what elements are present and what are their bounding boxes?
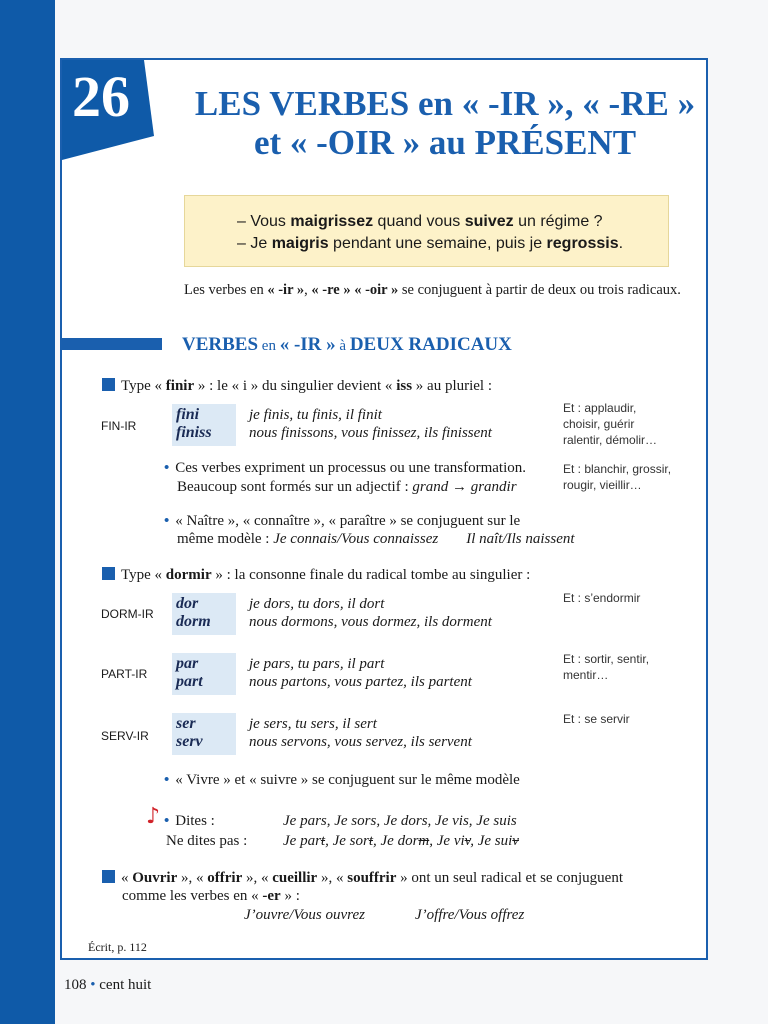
ouvrir-heading: « Ouvrir », « offrir », « cueillir », « souffrir » ont un seul radical et se conjuguent <box>102 869 623 888</box>
list-item-cont: Beaucoup sont formés sur un adjectif : grand → grandir <box>177 479 517 495</box>
example-line-1: – Vous maigrissez quand vous suivez un régime ? <box>237 213 603 230</box>
conjugation-plural: nous partons, vous partez, ils partent <box>249 674 472 690</box>
title-line-2: et « -OIR » au PRÉSENT <box>253 123 637 162</box>
stem-label: DORM-IR <box>101 607 154 621</box>
ouvrir-heading-cont: comme les verbes en « -er » : <box>122 888 300 904</box>
stem-plural: finiss <box>176 424 212 441</box>
list-item: • « Vivre » et « suivre » se conjuguent sur le même modèle <box>164 772 520 788</box>
conjugation-plural: nous dormons, vous dormez, ils dorment <box>249 614 492 630</box>
bullet-icon: • <box>164 813 170 829</box>
page-title <box>170 84 720 162</box>
page-edge-bar <box>0 0 55 1024</box>
stem-box: dor dorm <box>172 593 236 635</box>
stem-box <box>172 404 236 446</box>
bullet-icon: • <box>164 513 170 529</box>
conjugation-singular: je pars, tu pars, il part <box>249 656 385 672</box>
intro-text: Les verbes en « -ir », « -re » « -oir » se conjuguent à partir de deux ou trois radicaux. <box>184 282 681 298</box>
margin-note: Et : sortir, sentir, mentir… <box>563 652 650 682</box>
page-number: 108 • cent huit <box>64 977 152 993</box>
stem-singular: fini <box>176 406 200 423</box>
title-line-1: LES VERBES en « -IR », « -RE » <box>194 84 696 123</box>
list-item-cont: même modèle : Je connais/Vous connaissez Il naît/Ils naissent <box>177 531 575 547</box>
section-rule <box>60 338 162 350</box>
conjugation-plural: nous servons, vous servez, ils servent <box>249 734 472 750</box>
stem-box: par part <box>172 653 236 695</box>
stem-label: FIN-IR <box>101 419 137 433</box>
music-note-icon: ♪ <box>146 804 161 829</box>
dites-example: Je pars, Je sors, Je dors, Je vis, Je suis <box>283 813 517 829</box>
offrir-example: J’offre/Vous offrez <box>415 907 525 923</box>
margin-note: Et : blanchir, grossir, rougir, vieillir… <box>563 462 672 492</box>
list-item: • « Naître », « connaître », « paraître » se conjuguent sur le <box>164 513 521 529</box>
square-bullet-icon <box>102 870 115 883</box>
square-bullet-icon <box>102 378 115 391</box>
ne-dites-pas-example: Je part, Je sort, Je dorm, Je viv, Je suiv <box>283 833 519 849</box>
ouvrir-example: J’ouvre/Vous ouvrez <box>244 907 365 923</box>
conjugation-singular: je sers, tu sers, il sert <box>249 716 377 732</box>
conjugation-plural: nous finissons, vous finissez, ils finissent <box>249 425 492 441</box>
section-heading: VERBES en « -IR » à DEUX RADICAUX <box>182 334 512 355</box>
example-line-2: – Je maigris pendant une semaine, puis je regrossis. <box>237 235 624 252</box>
bullet-icon: • <box>164 460 170 476</box>
dormir-heading: Type « dormir » : la consonne finale du radical tombe au singulier : <box>102 566 530 585</box>
margin-note: Et : s’endormir <box>563 591 641 605</box>
margin-note: Et : se servir <box>563 712 630 726</box>
stem-label: PART-IR <box>101 667 148 681</box>
dites-label: • Dites : <box>164 813 215 829</box>
conjugation-singular: je dors, tu dors, il dort <box>249 596 385 612</box>
stem-label: SERV-IR <box>101 729 149 743</box>
conjugation-singular: je finis, tu finis, il finit <box>249 407 382 423</box>
margin-note: Et : applaudir, choisir, guérir ralentir, démolir… <box>563 401 658 447</box>
ne-dites-pas-label: Ne dites pas : <box>166 833 248 849</box>
chapter-number: 26 <box>72 64 130 129</box>
cross-reference: Écrit, p. 112 <box>88 940 147 954</box>
bullet-icon: • <box>164 772 170 788</box>
list-item: • Ces verbes expriment un processus ou une transformation. <box>164 460 527 476</box>
example-box <box>184 195 669 267</box>
square-bullet-icon <box>102 567 115 580</box>
finir-heading: Type « finir » : le « i » du singulier devient « iss » au pluriel : <box>102 377 492 396</box>
stem-box: ser serv <box>172 713 236 755</box>
